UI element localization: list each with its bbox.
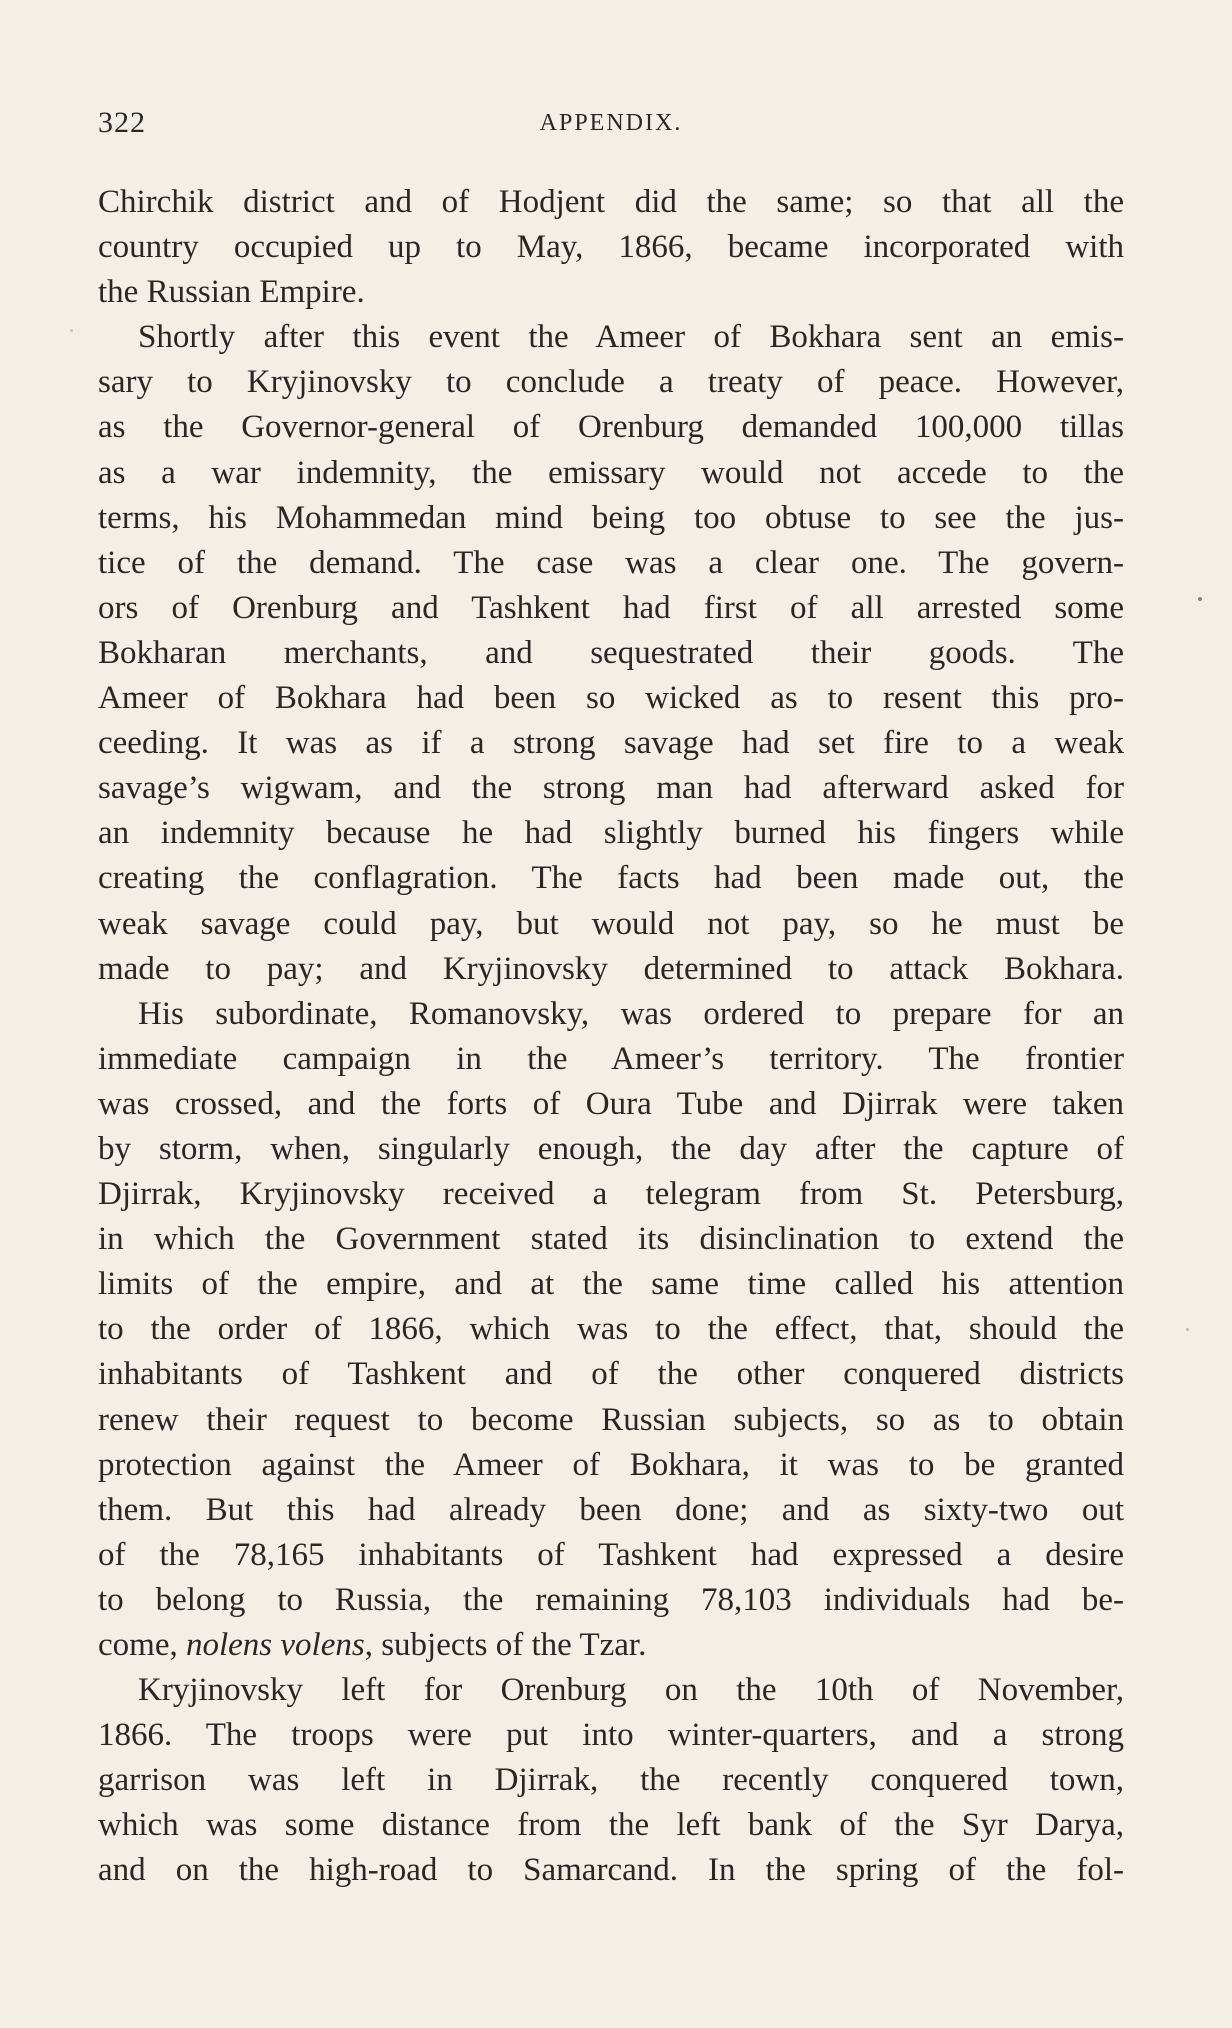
text-span: come, bbox=[98, 1627, 186, 1663]
paper-speck bbox=[1198, 597, 1202, 601]
text-line: was crossed, and the forts of Oura Tube and Djirrak were taken bbox=[98, 1085, 1124, 1122]
text-line: as the Governor-general of Orenburg demanded 100,000 tillas bbox=[98, 409, 1124, 446]
italic-phrase: nolens volens bbox=[185, 1627, 365, 1663]
paper-speck bbox=[1186, 1328, 1189, 1331]
text-line: tice of the demand. The case was a clear one. The govern- bbox=[98, 544, 1124, 581]
text-line: immediate campaign in the Ameer’s territory. The frontier bbox=[98, 1040, 1124, 1077]
text-line: garrison was left in Djirrak, the recently conquered town, bbox=[98, 1762, 1124, 1799]
text-line: in which the Government stated its disinclination to extend the bbox=[98, 1221, 1124, 1258]
text-line: sary to Kryjinovsky to conclude a treaty of peace. However, bbox=[98, 364, 1124, 401]
text-line: which was some distance from the left bank of the Syr Darya, bbox=[98, 1807, 1124, 1844]
text-line: ceeding. It was as if a strong savage had set fire to a weak bbox=[98, 725, 1124, 762]
text-line: them. But this had already been done; and as sixty-two out bbox=[98, 1491, 1124, 1528]
running-title: APPENDIX. bbox=[539, 110, 683, 136]
text-line: to the order of 1866, which was to the effect, that, should the bbox=[98, 1311, 1124, 1348]
text-line: protection against the Ameer of Bokhara, it was to be granted bbox=[98, 1446, 1124, 1483]
text-line: Shortly after this event the Ameer of Bokhara sent an emis- bbox=[138, 319, 1124, 356]
text-line: creating the conflagration. The facts had been made out, the bbox=[98, 860, 1124, 897]
text-line: an indemnity because he had slightly burned his fingers while bbox=[98, 815, 1124, 852]
text-line: by storm, when, singularly enough, the day after the capture of bbox=[98, 1130, 1124, 1167]
text-line: Chirchik district and of Hodjent did the same; so that all the bbox=[98, 184, 1124, 220]
text-line: weak savage could pay, but would not pay, so he must be bbox=[98, 905, 1124, 942]
text-line: His subordinate, Romanovsky, was ordered to prepare for an bbox=[138, 995, 1124, 1032]
text-line: to belong to Russia, the remaining 78,103 individuals had be- bbox=[98, 1581, 1124, 1618]
body-text bbox=[98, 180, 1124, 1894]
text-line bbox=[98, 1623, 1124, 1668]
text-line: Bokharan merchants, and sequestrated their goods. The bbox=[98, 634, 1124, 671]
text-line: made to pay; and Kryjinovsky determined to attack Bokhara. bbox=[98, 950, 1124, 987]
text-line: savage’s wigwam, and the strong man had afterward asked for bbox=[98, 770, 1124, 807]
text-line: Djirrak, Kryjinovsky received a telegram from St. Petersburg, bbox=[98, 1176, 1124, 1213]
text-line: limits of the empire, and at the same time called his attention bbox=[98, 1266, 1124, 1303]
paper-speck bbox=[70, 329, 73, 332]
text-line: of the 78,165 inhabitants of Tashkent had expressed a desire bbox=[98, 1536, 1124, 1573]
text-line: as a war indemnity, the emissary would not accede to the bbox=[98, 454, 1124, 491]
text-line: 1866. The troops were put into winter-quarters, and a strong bbox=[98, 1717, 1124, 1754]
text-line: terms, his Mohammedan mind being too obtuse to see the jus- bbox=[98, 499, 1124, 536]
running-head bbox=[98, 106, 1124, 146]
text-line: inhabitants of Tashkent and of the other conquered districts bbox=[98, 1356, 1124, 1393]
text-line: the Russian Empire. bbox=[98, 274, 365, 311]
text-line: country occupied up to May, 1866, became incorporated with bbox=[98, 229, 1124, 266]
text-line: ors of Orenburg and Tashkent had first of all arrested some bbox=[98, 589, 1124, 626]
text-span: , subjects of the Tzar. bbox=[364, 1627, 647, 1663]
text-line: and on the high-road to Samarcand. In the spring of the fol- bbox=[98, 1852, 1124, 1889]
text-line: Kryjinovsky left for Orenburg on the 10th of November, bbox=[138, 1672, 1124, 1709]
page-number: 322 bbox=[98, 106, 146, 139]
text-line: renew their request to become Russian subjects, so as to obtain bbox=[98, 1401, 1124, 1438]
text-line: Ameer of Bokhara had been so wicked as to resent this pro- bbox=[98, 680, 1124, 717]
